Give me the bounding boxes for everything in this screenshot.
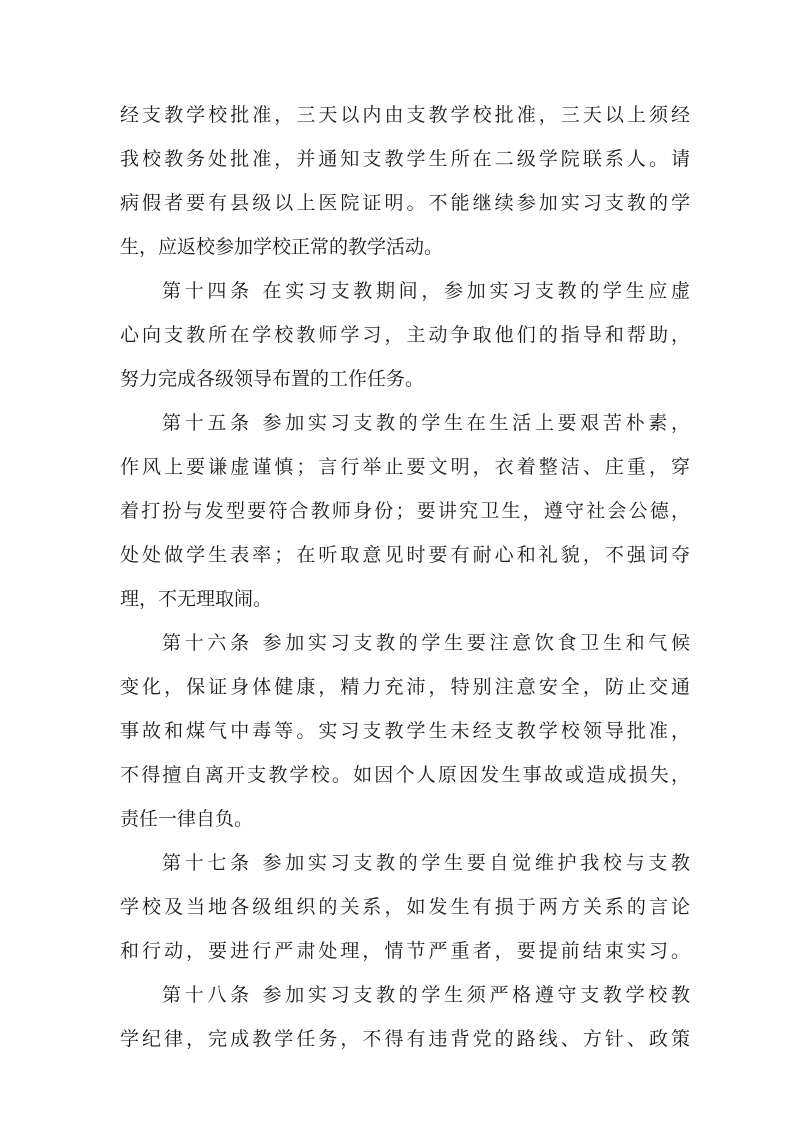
text-line: 学校及当地各级组织的关系，如发生有损于两方关系的言论 bbox=[120, 896, 690, 918]
text-line: 努力完成各级领导布置的工作任务。 bbox=[120, 368, 425, 390]
article-17-heading-line: 第十七条 参加实习支教的学生要自觉维护我校与支教 bbox=[162, 852, 690, 874]
text-line: 责任一律自负。 bbox=[120, 808, 254, 830]
text-line: 作风上要谦虚谨慎；言行举止要文明，衣着整洁、庄重，穿 bbox=[120, 456, 690, 478]
text-line: 心向支教所在学校教师学习，主动争取他们的指导和帮助， bbox=[120, 324, 690, 346]
text-line: 我校教务处批准，并通知支教学生所在二级学院联系人。请 bbox=[120, 148, 690, 170]
text-line: 着打扮与发型要符合教师身份；要讲究卫生，遵守社会公德， bbox=[120, 500, 690, 522]
text-line: 学纪律，完成教学任务，不得有违背党的路线、方针、政策 bbox=[120, 1028, 690, 1050]
text-line: 和行动，要进行严肃处理，情节严重者，要提前结束实习。 bbox=[120, 940, 690, 962]
text-line: 理，不无理取闹。 bbox=[120, 588, 273, 610]
text-line: 事故和煤气中毒等。实习支教学生未经支教学校领导批准， bbox=[120, 720, 690, 742]
text-line: 变化，保证身体健康，精力充沛，特别注意安全，防止交通 bbox=[120, 676, 690, 698]
article-14-heading-line: 第十四条 在实习支教期间，参加实习支教的学生应虚 bbox=[162, 280, 690, 302]
text-line: 生，应返校参加学校正常的教学活动。 bbox=[120, 236, 444, 258]
text-line: 病假者要有县级以上医院证明。不能继续参加实习支教的学 bbox=[120, 192, 690, 214]
article-18-heading-line: 第十八条 参加实习支教的学生须严格遵守支教学校教 bbox=[162, 984, 690, 1006]
text-line: 不得擅自离开支教学校。如因个人原因发生事故或造成损失， bbox=[120, 764, 690, 786]
text-line: 经支教学校批准，三天以内由支教学校批准，三天以上须经 bbox=[120, 104, 690, 126]
article-15-heading-line: 第十五条 参加实习支教的学生在生活上要艰苦朴素， bbox=[162, 412, 690, 434]
article-16-heading-line: 第十六条 参加实习支教的学生要注意饮食卫生和气候 bbox=[162, 632, 690, 654]
text-line: 处处做学生表率；在听取意见时要有耐心和礼貌，不强词夺 bbox=[120, 544, 690, 566]
